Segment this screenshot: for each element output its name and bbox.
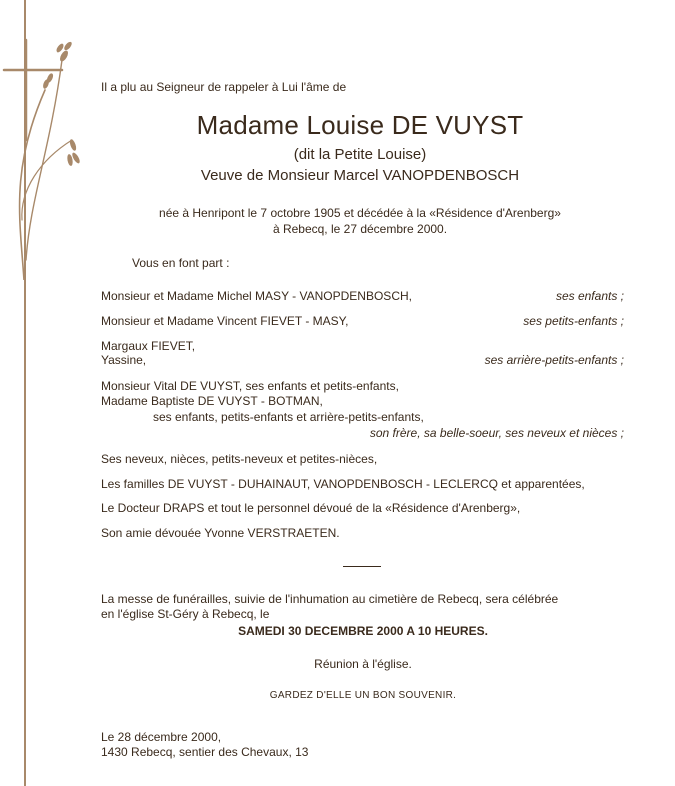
nickname: (dit la Petite Louise) [293, 146, 427, 163]
birth-death-line2: à Rebecq, le 27 décembre 2000. [272, 222, 448, 236]
intro-line: Il a plu au Seigneur de rappeler à Lui l'âme de [101, 80, 347, 94]
announcer-relation: ses enfants ; [555, 289, 624, 303]
announcer-line: Le Docteur DRAPS et tout le personnel dévoué de la «Résidence d'Arenberg», [101, 501, 521, 515]
cross-and-wheat-icon [0, 20, 90, 280]
announcers-intro: Vous en font part : [132, 256, 230, 270]
funeral-datetime: SAMEDI 30 DECEMBRE 2000 A 10 HEURES. [238, 624, 488, 638]
funeral-line1: La messe de funérailles, suivie de l'inhumation au cimetière de Rebecq, sera célébrée [101, 592, 559, 606]
announcer-line: Monsieur et Madame Vincent FIEVET - MASY, [101, 314, 349, 328]
announcer-relation: ses petits-enfants ; [523, 314, 624, 328]
announcer-line: Son amie dévouée Yvonne VERSTRAETEN. [101, 526, 340, 540]
footer-date: Le 28 décembre 2000, [101, 730, 222, 744]
deceased-name: Madame Louise DE VUYST [196, 110, 524, 140]
separator-line [343, 566, 381, 567]
funeral-line2: en l'église St-Géry à Rebecq, le [101, 607, 270, 621]
meeting-place: Réunion à l'église. [314, 657, 412, 671]
footer-address: 1430 Rebecq, sentier des Chevaux, 13 [101, 745, 309, 759]
announcer-line: ses enfants, petits-enfants et arrière-petits-enfants, [153, 410, 424, 424]
announcer-line: Monsieur Vital DE VUYST, ses enfants et petits-enfants, [101, 379, 399, 393]
announcer-line: Ses neveux, nièces, petits-neveux et petites-nièces, [101, 452, 378, 466]
announcer-line: Margaux FIEVET, [101, 339, 196, 353]
announcer-relation: son frère, sa belle-soeur, ses neveux et nièces ; [369, 426, 624, 440]
widow-of: Veuve de Monsieur Marcel VANOPDENBOSCH [200, 167, 520, 184]
announcer-line: Monsieur et Madame Michel MASY - VANOPDENBOSCH, [101, 289, 412, 303]
announcer-relation: ses arrière-petits-enfants ; [484, 353, 624, 367]
announcer-line: Madame Baptiste DE VUYST - BOTMAN, [101, 394, 323, 408]
remembrance-line: GARDEZ D'ELLE UN BON SOUVENIR. [269, 690, 457, 701]
announcer-line: Les familles DE VUYST - DUHAINAUT, VANOPDENBOSCH - LECLERCQ et apparentées, [101, 477, 585, 491]
birth-death-line1: née à Henripont le 7 octobre 1905 et décédée à la «Résidence d'Arenberg» [159, 206, 561, 220]
announcer-line: Yassine, [101, 353, 147, 367]
